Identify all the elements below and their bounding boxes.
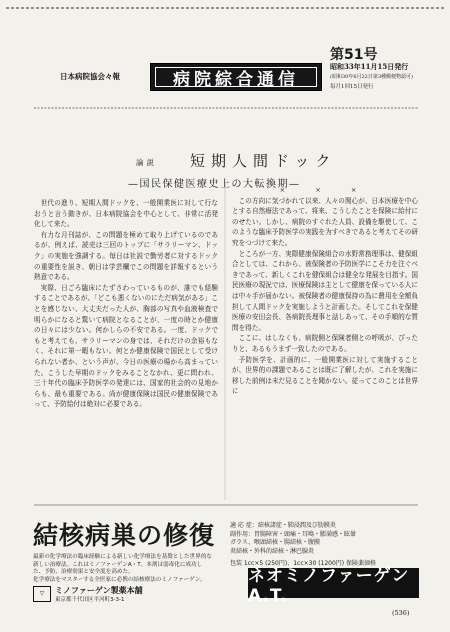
ad-headline: 結核病巣の修復 <box>33 521 216 550</box>
publication-frequency: 毎月1回15日発行 <box>330 84 374 90</box>
article-title: 短期人間ドック <box>190 152 337 170</box>
article-left-column <box>34 198 218 502</box>
right-paragraph-2: ところが一方、実際健康保険組合の水野常務理事は、健保組合としては、これから、被保険者の予防医学にこそ力を注ぐべきであって、新しくこれを健保組合は健全な発展を目指す。国民医療の現況では、医療保険は主として健康を保っている人には中々手が届かない。被保険者の健康保持の為に費用を全額負担して人間ドックを実施しようと計画した。そしてこれを保健医療の安田会長、各病院長理事と話しあって、その手順的な質問を得た。 <box>232 249 418 332</box>
ad-brand-logo: ネオミノファーゲンA.T. <box>248 568 419 598</box>
right-paragraph-1: この方向に気づかれて以来、人々の関心が、日本医療を中心とする自然療法であって、将来、こうしたことを保険に給付にのせたい。しかし、病院のすぐれた人員、設備を駆使して、このような臨床予防医学の実践を为すべきであると考えてその研究をつづけて来た。 <box>232 196 418 247</box>
issue-number: 第51号 <box>330 47 378 63</box>
ad-indication-line: 炎結核・外科的結核・淋巴腺炎 <box>230 547 315 555</box>
article-subtitle: —国民保健医療史上の大転換期— <box>128 179 301 190</box>
section-separator: × × × <box>279 186 371 194</box>
issue-date: 昭和33年11月15日発行 <box>330 62 409 71</box>
right-paragraph-3: ここに、はしなくも、病院側と保険者側との呼吸が、ぴったりと、あるもうまず一致したのである。 <box>232 334 418 353</box>
ad-maker-logo-icon: ▽ <box>33 586 51 602</box>
ad-maker-address: 東京都千代田区平河町3-3-1 <box>55 597 125 603</box>
ad-maker-name: ミノファーゲン製薬本舗 <box>55 586 143 595</box>
left-paragraph-2: 有力な月刊誌が、この問題を極めて取り上げているのであるが、例えば、読売は三回のトップに「サラリーマン、ドック」の実施を強調する。毎日は社説で勤労者に対するドックの重要性を説き、朝日は学芸欄でこの問題を詳報するという熱意である。 <box>34 230 218 282</box>
editorial-tag: 論説 <box>136 158 157 167</box>
ad-description-line: 化学療法をマスターする全医家に必携の結核療法のミノファーゲン。 <box>33 576 206 583</box>
ad-indication-line: 適 応 症：結核諸症・肺浸潤及び肋膜炎 <box>230 522 336 529</box>
ad-packaging: 包装 1cc×5 (250円)、1cc×30 (1200円) 保険薬価格 <box>230 560 377 567</box>
advertisement <box>33 516 425 604</box>
ad-description <box>33 554 213 584</box>
left-paragraph-1: 世代の進り、短期人間ドックを、一般開業医に対して行なおうと言う動きが、日本病院協会を中心として、非常に活発化して来た。 <box>34 199 218 229</box>
ad-description-line: 最新の化学療法の臨床経験による新しい化学療法を基盤とした世界的な新しい治療法。これはミノファーゲンA・T、本剤は弱毒化に成功した、予防、治療効果と安全度を高めた。 <box>33 554 213 576</box>
page-number: (536) <box>392 609 410 617</box>
registration-note: (昭和30年6月22日第3種郵便物認可) <box>330 74 413 80</box>
article-right-column <box>232 185 418 502</box>
publisher-label: 日本病院協会々報 <box>60 72 120 81</box>
left-paragraph-3: 実際、日ごろ臨床にたずさわっているものが、誰でも経験することであるが、「どこも悪くないのにただ病気がある」ことを感じない、大丈夫だった人が、胸部の写真や血液検査で明らかになると驚いて病院となることが、一度の時とか健康の日々には少ない。何かしらの不安である。一度、ドックでもと考えても、サラリーマンの身では、それだけの余裕もなく、それに第一暇もない。何とか健康保険で国民として受けられない者か、という声が、今日の医療の場から高まっていた。こうした早期のドックをみることなかれ、更に問われ、三十年代の臨床予防医学の発達には、国家的社会的の見地からも、最も重要である。尚が健康保険は国民の健康保険であって、予防給付は絶対に必要である。 <box>34 283 218 409</box>
right-paragraph-4: 予防医学を、計画的に、一般開業医に対して実施することが、世界的の課題であることは既に了解したが、これを実施に移した前例は未だ見ることを聞かない。従ってこのことは世界に <box>232 355 418 396</box>
masthead-title: 病院綜合通信 <box>155 67 317 87</box>
ad-indication-line: 副作用：胃腸障害・頭痛・耳鳴・膨満感・眩暈 <box>230 530 357 538</box>
ad-indication-line: ガラス、喉頭結核・腸結核・腹膜 <box>230 539 321 546</box>
